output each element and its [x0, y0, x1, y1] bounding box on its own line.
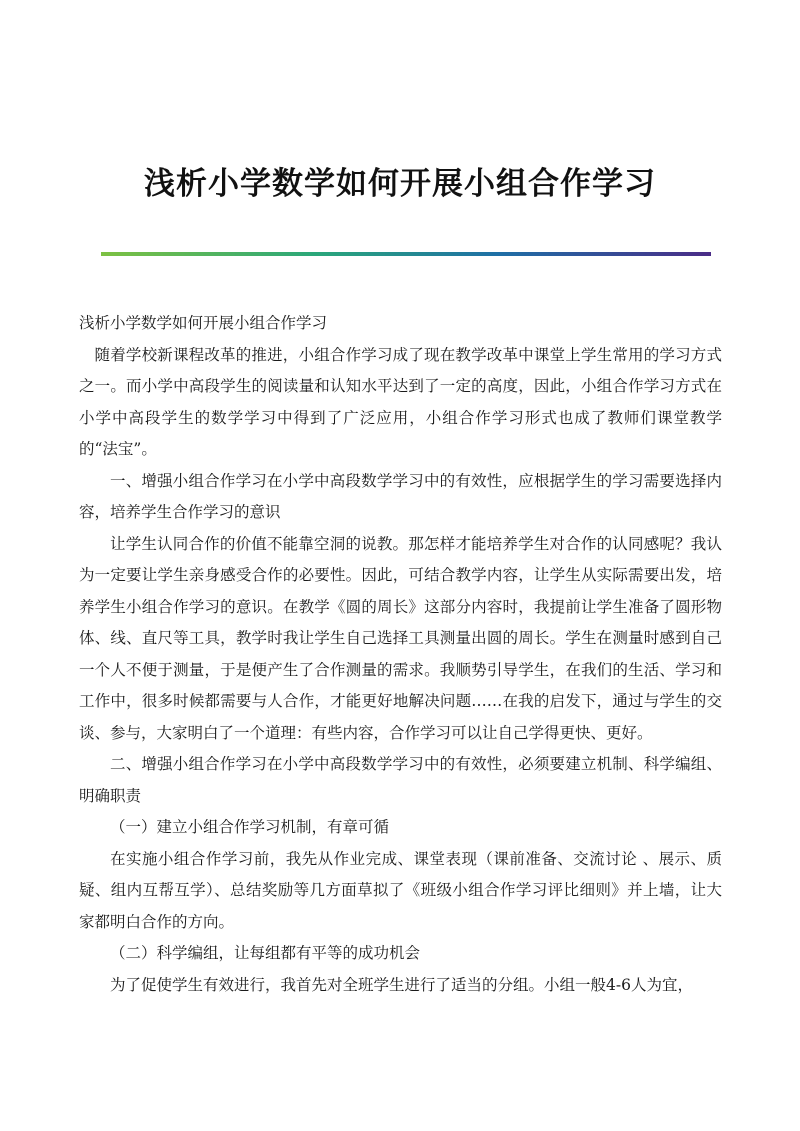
section-heading: 一、增强小组合作学习在小学中高段数学学习中的有效性，应根据学生的学习需要选择内容，培养学生合作学习的意识: [79, 471, 722, 521]
paragraph: 让学生认同合作的价值不能靠空洞的说教。那怎样才能培养学生对合作的认同感呢？我认为一定要让学生亲身感受合作的必要性。因此，可结合教学内容，让学生从实际需要出发，培养学生小组合作学习的意识。在教学《圆的周长》这部分内容时，我提前让学生准备了圆形物体、线、直尺等工具，教学时我让学生自己选择工具测量出圆的周长。学生在测量时感到自己一个人不便于测量，于是便产生了合作测量的需求。我顺势引导学生，在我们的生活、学习和工作中，很多时候都需要与人合作，才能更好地解决问题……在我的启发下，通过与学生的交谈、参与，大家明白了一个道理：有些内容，合作学习可以让自己学得更快、更好。: [79, 534, 722, 742]
title-divider: [101, 252, 711, 256]
document-body: [79, 308, 722, 1001]
subsection-heading: （一）建立小组合作学习机制，有章可循: [110, 818, 390, 836]
document-subtitle: 浅析小学数学如何开展小组合作学习: [79, 314, 328, 332]
paragraph: 随着学校新课程改革的推进，小组合作学习成了现在教学改革中课堂上学生常用的学习方式之一。而小学中高段学生的阅读量和认知水平达到了一定的高度，因此，小组合作学习方式在小学中高段学生的数学学习中得到了广泛应用，小组合作学习形式也成了教师们课堂教学的“法宝”。: [79, 345, 722, 458]
document-title: 浅析小学数学如何开展小组合作学习: [144, 166, 656, 202]
paragraph: 在实施小组合作学习前，我先从作业完成、课堂表现（课前准备、交流讨论 、展示、质疑、组内互帮互学）、总结奖励等几方面草拟了《班级小组合作学习评比细则》并上墙，让大家都明白合作的方向。: [79, 849, 722, 931]
paragraph: 为了促使学生有效进行，我首先对全班学生进行了适当的分组。小组一般4-6人为宜，: [110, 975, 693, 994]
subsection-heading: （二）科学编组，让每组都有平等的成功机会: [110, 944, 421, 962]
section-heading: 二、增强小组合作学习在小学中高段数学学习中的有效性，必须要建立机制、科学编组、明确职责: [79, 755, 722, 805]
